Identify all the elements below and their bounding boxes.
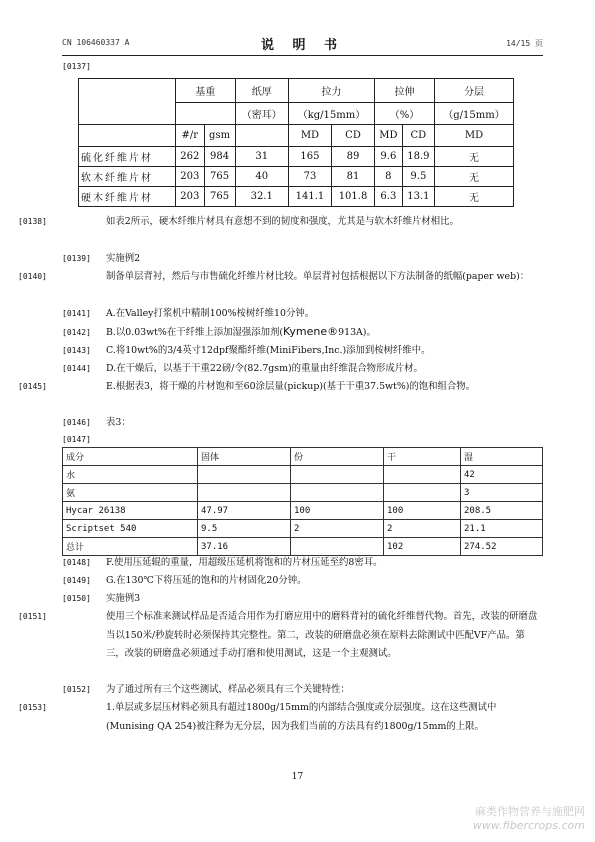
table-header: 份: [291, 448, 384, 466]
table-caption: 表3：: [106, 417, 131, 428]
table-cell: 100: [291, 502, 384, 520]
table-cell: 总计: [63, 538, 198, 556]
paragraph-0146: [62, 414, 543, 433]
table-row: [79, 167, 514, 187]
paragraph-number: [0153]: [18, 703, 47, 712]
paragraph-0153: [18, 699, 543, 736]
header-rule: [62, 55, 543, 56]
table-row: [63, 466, 543, 484]
table-header: gsm: [204, 125, 235, 147]
paragraph-text: A.在Valley打浆机中精制100%桉树纤维10分钟。: [106, 308, 315, 319]
table-cell: 9.5: [198, 520, 291, 538]
table-cell: 氨: [63, 484, 198, 502]
page-number: 17: [291, 772, 304, 782]
paragraph-0151: [18, 608, 543, 664]
table-row: [63, 502, 543, 520]
table-cell: [291, 538, 384, 556]
paragraph-number: [0151]: [18, 612, 47, 621]
table-cell: 9.5: [402, 167, 434, 187]
table-cell: 8: [375, 167, 403, 187]
paragraph-0139: [62, 250, 543, 269]
watermark: [473, 803, 585, 832]
table-cell: 31: [235, 147, 288, 167]
table-cell: 40: [235, 167, 288, 187]
table-cell: 274.52: [461, 538, 543, 556]
table-header: 成分: [63, 448, 198, 466]
table-cell: 262: [176, 147, 205, 167]
table-cell: 47.97: [198, 502, 291, 520]
table-header: 拉力: [288, 79, 374, 103]
table-cell: 无: [435, 187, 514, 207]
paragraph-number: [0148]: [62, 558, 91, 567]
table-cell: 73: [288, 167, 331, 187]
table-cell: 37.16: [198, 538, 291, 556]
paragraph-text: 如表2所示，硬木纤维片材具有意想不到的韧度和强度，尤其是与软木纤维片材相比。: [106, 216, 459, 227]
table-header: （%）: [375, 103, 435, 125]
table-header: （密耳）: [235, 103, 288, 125]
table-header: CD: [402, 125, 434, 147]
table-cell: [291, 466, 384, 484]
table-header: 基重: [176, 79, 236, 103]
table-cell: 9.6: [375, 147, 403, 167]
table-cell: 765: [204, 167, 235, 187]
table-header: MD: [435, 125, 514, 147]
table-cell: [176, 103, 236, 125]
table-row: [79, 187, 514, 207]
table-header: 分层: [435, 79, 514, 103]
paragraph-number: [0147]: [62, 435, 91, 444]
paragraph-text: B.以0.03wt%在干纤维上添加湿强添加剂(: [106, 327, 283, 338]
paragraph-0145: [18, 378, 543, 397]
document-title: 说 明 书: [260, 38, 345, 53]
paragraph-text: 1.单层或多层压材料必须具有超过1800g/15mm的内部结合强度或分层强度。这在这些测试中(Munising QA 254)被注释为无分层，因为我们当前的方法具有约1800g/15mm的上限。: [106, 702, 497, 732]
table-cell: [384, 466, 461, 484]
table-header: CD: [331, 125, 374, 147]
row-label: 软木纤维片材: [79, 167, 176, 187]
paragraph-number: [0149]: [62, 576, 91, 585]
paragraph-0140: [18, 268, 543, 287]
paragraph-number: [0150]: [62, 594, 91, 603]
section-heading: 实施例2: [106, 253, 141, 264]
table-cell: 100: [384, 502, 461, 520]
row-label: 硫化纤维片材: [79, 147, 176, 167]
patent-number: CN 106460337 A: [62, 38, 130, 47]
table-cell: 6.3: [375, 187, 403, 207]
table-header: MD: [288, 125, 331, 147]
table-cell: 无: [435, 167, 514, 187]
paragraph-number: [0141]: [62, 309, 91, 318]
composition-table: [62, 447, 543, 556]
paragraph-0148: [62, 554, 543, 573]
paragraph-0152: [62, 681, 543, 700]
paragraph-0141: [62, 305, 543, 324]
table-row: [63, 520, 543, 538]
table-cell: 203: [176, 187, 205, 207]
paragraph-text: G.在130℃下将压延的饱和的片材固化20分钟。: [106, 575, 307, 586]
table-cell: 18.9: [402, 147, 434, 167]
table-cell: [198, 466, 291, 484]
page-header: [62, 34, 543, 54]
table-row: [63, 484, 543, 502]
table-cell: 2: [384, 520, 461, 538]
table-cell: [79, 125, 176, 147]
paragraph-text: 为了通过所有三个这些测试，样品必须具有三个关键特性：: [106, 684, 350, 695]
table-header: MD: [375, 125, 403, 147]
page-indicator: 14/15 页: [506, 39, 543, 48]
table-cell: 81: [331, 167, 374, 187]
paragraph-number: [0138]: [18, 217, 47, 226]
table-header: （kg/15mm）: [288, 103, 374, 125]
watermark-text: 麻类作物营养与施肥网: [475, 805, 585, 818]
table-cell: Scriptset 540: [63, 520, 198, 538]
paragraph-number: [0137]: [62, 62, 91, 71]
table-header: 拉伸: [375, 79, 435, 103]
brand-name: Kymene®: [282, 325, 339, 338]
paragraph-number: [0145]: [18, 382, 47, 391]
table-cell: 165: [288, 147, 331, 167]
paragraph-text: 使用三个标准来测试样品是否适合用作为打磨应用中的磨料背衬的硫化纤维替代物。首先，改装的研磨盘当以150米/秒旋转时必须保持其完整性。第二，改装的研磨盘必须在原料去除测试中匹配VF产品。第三，改装的研磨盘必须通过手动打磨和使用测试，这是一个主观测试。: [106, 611, 538, 659]
table-row: [79, 147, 514, 167]
table-cell: [235, 125, 288, 147]
paragraph-number: [0143]: [62, 346, 91, 355]
paragraph-text: E.根据表3，将干燥的片材饱和至60涂层量(pickup)(基于干重37.5wt%)的饱和组合物。: [106, 381, 476, 392]
table-cell: 203: [176, 167, 205, 187]
table-cell: 32.1: [235, 187, 288, 207]
paragraph-number: [0140]: [18, 272, 47, 281]
paragraph-number: [0146]: [62, 418, 91, 427]
paragraph-text: D.在干燥后，以基于干重22磅/令(82.7gsm)的重量由纤维混合物形成片材。: [106, 363, 423, 374]
table-cell: [79, 79, 176, 125]
paragraph-0149: [62, 572, 543, 591]
table-header: （g/15mm）: [435, 103, 514, 125]
table-cell: 208.5: [461, 502, 543, 520]
table-cell: 3: [461, 484, 543, 502]
table-cell: Hycar 26138: [63, 502, 198, 520]
table-cell: 21.1: [461, 520, 543, 538]
table-cell: 89: [331, 147, 374, 167]
section-heading: 实施例3: [106, 593, 141, 604]
paragraph-0144: [62, 360, 543, 379]
paragraph-number: [0139]: [62, 254, 91, 263]
table-header: 固体: [198, 448, 291, 466]
table-header: 干: [384, 448, 461, 466]
table-cell: 2: [291, 520, 384, 538]
table-cell: [384, 484, 461, 502]
table-cell: 无: [435, 147, 514, 167]
paragraph-number: [0152]: [62, 685, 91, 694]
table-cell: 765: [204, 187, 235, 207]
table-cell: 984: [204, 147, 235, 167]
table-cell: 102: [384, 538, 461, 556]
paragraph-0143: [62, 342, 543, 361]
paragraph-text: 913A)。: [338, 327, 376, 338]
paragraph-0150: [62, 590, 543, 609]
row-label: 硬木纤维片材: [79, 187, 176, 207]
paragraph-text: 制备单层背衬，然后与市售硫化纤维片材比较。单层背衬包括根据以下方法制备的纸幅(paper web)：: [106, 271, 530, 282]
table-cell: 水: [63, 466, 198, 484]
table-cell: [291, 484, 384, 502]
paragraph-number: [0142]: [62, 328, 91, 337]
paragraph-0142: [62, 323, 543, 343]
table-row: [63, 538, 543, 556]
table-header: 湿: [461, 448, 543, 466]
table-row: [63, 448, 543, 466]
table-header: 纸厚: [235, 79, 288, 103]
table-cell: 141.1: [288, 187, 331, 207]
table-cell: [198, 484, 291, 502]
paragraph-number: [0144]: [62, 364, 91, 373]
table-header: #/r: [176, 125, 205, 147]
table-cell: 101.8: [331, 187, 374, 207]
paragraph-0138: [18, 213, 543, 232]
watermark-url: www.fibercrops.com: [472, 819, 585, 832]
properties-table: [78, 78, 514, 207]
table-cell: 13.1: [402, 187, 434, 207]
paragraph-text: F.使用压延辊的重量，用超级压延机将饱和的片材压延至约8密耳。: [106, 557, 383, 568]
paragraph-text: C.将10wt%的3/4英寸12dpf聚酯纤维(MiniFibers,Inc.)添加到桉树纤维中。: [106, 345, 431, 356]
table-cell: 42: [461, 466, 543, 484]
